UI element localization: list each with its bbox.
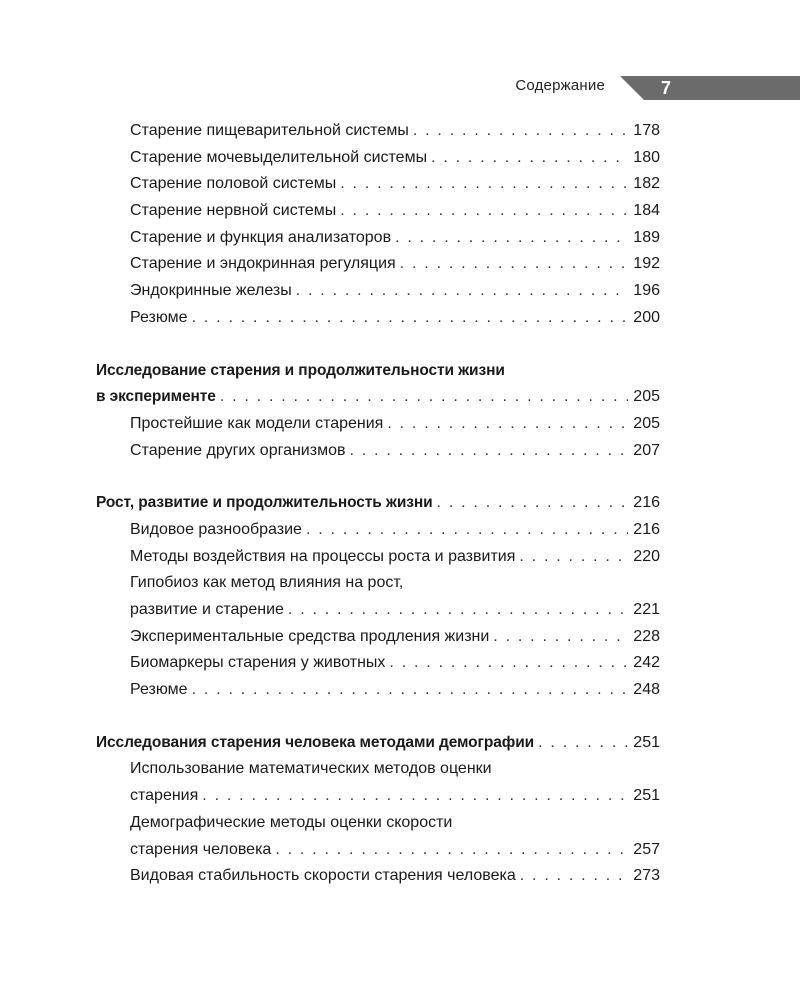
dot-leader	[519, 544, 628, 571]
toc-entry-page: 228	[633, 627, 660, 645]
toc-chapter	[96, 730, 660, 757]
toc-entry-page: 221	[633, 601, 660, 618]
toc-entry-page: 200	[633, 308, 660, 326]
toc-entry-title: Старение и эндокринная регуляция	[130, 255, 396, 273]
dot-leader	[431, 145, 628, 172]
table-of-contents	[96, 118, 660, 890]
dot-leader	[220, 384, 628, 411]
toc-entry-page: 196	[633, 282, 660, 300]
toc-entry-page: 216	[633, 494, 660, 512]
dot-leader	[340, 171, 628, 198]
toc-entry-title: Экспериментальные средства продления жизни	[130, 627, 490, 645]
toc-entry-page: 251	[633, 733, 660, 751]
toc-entry	[96, 783, 660, 810]
toc-entry-page: 180	[633, 148, 660, 166]
toc-entry-title: развитие и старение	[130, 601, 284, 618]
toc-entry-page: 248	[633, 681, 660, 699]
toc-entry	[96, 305, 660, 332]
toc-entry-page: 182	[633, 175, 660, 193]
page-number: 7	[660, 78, 671, 98]
toc-entry-title: Старение половой системы	[130, 175, 337, 193]
dot-leader	[296, 278, 628, 305]
toc-entry-page: 251	[633, 787, 660, 805]
toc-entry	[96, 171, 660, 198]
dot-leader	[340, 198, 628, 225]
toc-chapter-title: Рост, развитие и продолжительность жизни	[96, 494, 433, 512]
toc-entry-title: Резюме	[130, 308, 188, 326]
toc-entry	[96, 225, 660, 252]
toc-entry	[96, 118, 660, 145]
toc-entry	[96, 517, 660, 544]
toc-entry	[96, 411, 660, 438]
toc-entry	[96, 145, 660, 172]
toc-chapter	[96, 490, 660, 517]
running-header-title: Содержание	[515, 77, 605, 94]
toc-entry	[96, 251, 660, 278]
toc-chapter-title: Исследования старения человека методами демографии	[96, 733, 535, 751]
dot-leader	[538, 730, 628, 757]
toc-entry-line1	[96, 810, 660, 837]
toc-entry-title: Старение пищеварительной системы	[130, 122, 409, 139]
toc-chapter-title: в эксперименте	[96, 388, 216, 406]
toc-entry-title: Методы воздействия на процессы роста и развития	[130, 547, 516, 565]
toc-entry	[96, 677, 660, 704]
toc-entry-title: Старение мочевыделительной системы	[130, 148, 428, 166]
toc-chapter-title: Исследование старения и продолжительности жизни	[96, 361, 505, 379]
toc-entry-title: Гипобиоз как метод влияния на рост,	[130, 574, 404, 592]
toc-entry-title: Видовая стабильность скорости старения человека	[130, 867, 516, 885]
toc-entry	[96, 624, 660, 651]
toc-entry-page: 220	[633, 547, 660, 565]
toc-chapter	[96, 384, 660, 411]
dot-leader	[306, 517, 628, 544]
toc-entry-title: Видовое разнообразие	[130, 520, 302, 538]
toc-entry-page: 207	[633, 441, 660, 459]
dot-leader	[192, 677, 628, 704]
toc-entry-title: Биомаркеры старения у животных	[130, 654, 386, 672]
dot-leader	[400, 251, 628, 278]
toc-entry-line1	[96, 570, 660, 597]
dot-leader	[202, 783, 628, 810]
toc-entry	[96, 278, 660, 305]
toc-entry-line1	[96, 756, 660, 783]
toc-entry-title: Демографические методы оценки скорости	[130, 813, 453, 831]
toc-entry-page: 178	[633, 122, 660, 139]
toc-entry-title: Эндокринные железы	[130, 282, 292, 300]
toc-entry-page: 192	[633, 255, 660, 273]
toc-entry	[96, 863, 660, 890]
dot-leader	[349, 438, 628, 465]
toc-entry	[96, 544, 660, 571]
dot-leader	[389, 650, 628, 677]
dot-leader	[387, 411, 628, 438]
toc-entry-page: 205	[633, 388, 660, 406]
dot-leader	[288, 597, 628, 624]
toc-entry-title: Старение других организмов	[130, 441, 346, 459]
toc-entry-page: 189	[633, 228, 660, 246]
toc-entry	[96, 438, 660, 465]
dot-leader	[192, 305, 628, 332]
toc-entry-title: старения	[130, 787, 199, 805]
toc-entry-page: 242	[633, 654, 660, 672]
toc-entry-title: Использование математических методов оценки	[130, 760, 492, 778]
toc-entry-title: Резюме	[130, 681, 188, 699]
toc-entry-title: Старение нервной системы	[130, 202, 337, 220]
dot-leader	[395, 225, 628, 252]
toc-entry-page: 273	[633, 867, 660, 885]
page-number-tab	[620, 76, 800, 100]
toc-chapter-line1	[96, 358, 660, 385]
toc-entry-title: Простейшие как модели старения	[130, 414, 384, 432]
dot-leader	[437, 490, 628, 517]
toc-entry-page: 205	[633, 414, 660, 432]
toc-entry-page: 184	[633, 202, 660, 220]
toc-entry-page: 216	[633, 520, 660, 538]
dot-leader	[413, 118, 628, 145]
dot-leader	[493, 624, 628, 651]
toc-entry-title: Старение и функция анализаторов	[130, 228, 392, 246]
toc-entry-title: старения человека	[130, 840, 272, 858]
toc-entry	[96, 837, 660, 864]
toc-entry	[96, 597, 660, 624]
toc-entry	[96, 650, 660, 677]
dot-leader	[275, 837, 628, 864]
toc-entry	[96, 198, 660, 225]
dot-leader	[520, 863, 628, 890]
toc-entry-page: 257	[633, 840, 660, 858]
